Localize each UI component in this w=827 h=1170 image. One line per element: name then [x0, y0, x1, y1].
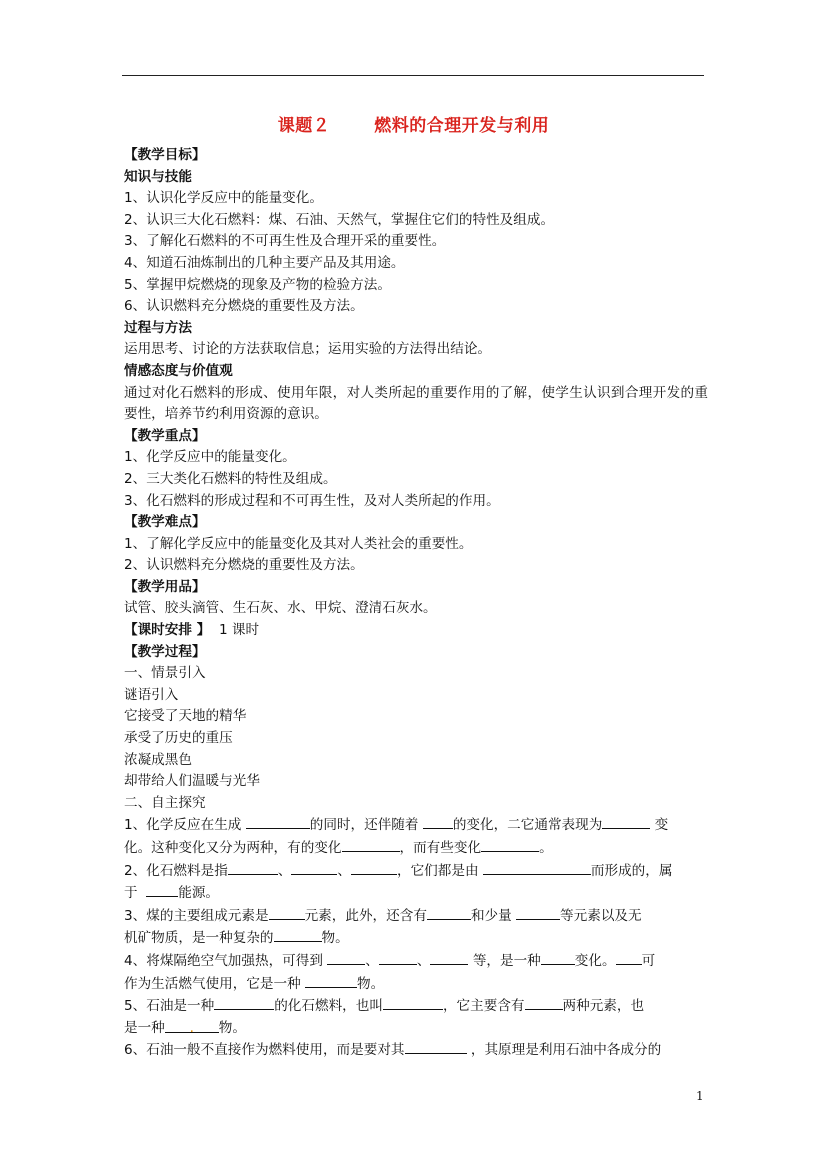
- answer-blank[interactable]: [516, 905, 560, 920]
- list-item: 5、掌握甲烷燃烧的现象及产物的检验方法。: [124, 276, 391, 293]
- answer-blank[interactable]: [228, 860, 278, 875]
- section-heading: 【课时安排 】: [124, 622, 211, 639]
- question-1-cont: [124, 837, 708, 860]
- question-text: 是一种: [124, 1019, 165, 1036]
- question-4-cont: [124, 973, 708, 996]
- answer-blank[interactable]: [146, 882, 178, 897]
- answer-blank[interactable]: [602, 814, 650, 829]
- list-item: 3、了解化石燃料的不可再生性及合理开采的重要性。: [124, 233, 446, 250]
- list-item: 二、自主探究: [124, 794, 206, 811]
- title-part-1: 课题２: [277, 116, 331, 136]
- question-text: 物。: [321, 930, 349, 947]
- question-4: [124, 950, 708, 973]
- riddle-line: 它接受了天地的精华: [124, 708, 247, 725]
- answer-blank[interactable]: [383, 995, 443, 1010]
- question-text: 等元素以及无: [560, 907, 642, 924]
- page-number: 1: [696, 1089, 704, 1103]
- question-text: 变: [654, 817, 669, 834]
- list-item: 1、了解化学反应中的能量变化及其对人类社会的重要性。: [124, 535, 473, 552]
- answer-mark: .: [189, 1019, 194, 1036]
- answer-blank[interactable]: [274, 927, 322, 942]
- question-text: 机矿物质，是一种复杂的: [124, 930, 274, 947]
- section-heading: 【教学过程】: [124, 643, 206, 660]
- document-body: [124, 145, 708, 1062]
- question-text: 的化石燃料，也叫: [274, 998, 383, 1015]
- list-item: 一、情景引入: [124, 665, 206, 682]
- question-text: 两种元素，也: [562, 998, 645, 1015]
- question-5-cont: [124, 1018, 708, 1040]
- question-text: 作为生活燃气使用，它是一种: [124, 975, 301, 992]
- question-2-cont: [124, 882, 708, 905]
- schedule-value: 1 课时: [218, 622, 260, 639]
- title-part-2: 燃料的合理开发与利用: [374, 116, 550, 136]
- question-text: 变化。: [574, 952, 616, 969]
- question-text: 、: [365, 952, 379, 969]
- header-rule: [122, 75, 704, 76]
- section-heading: 【教学目标】: [124, 147, 206, 163]
- answer-blank[interactable]: [541, 950, 575, 965]
- question-text: 2、化石燃料是指: [124, 862, 228, 879]
- paragraph: 谜语引入: [124, 686, 179, 703]
- question-text: 等，是一种: [472, 952, 541, 969]
- answer-blank[interactable]: [291, 860, 337, 875]
- question-text: ，而有些变化: [399, 840, 482, 856]
- list-item: 3、化石燃料的形成过程和不可再生性，及对人类所起的作用。: [124, 492, 500, 509]
- answer-blank[interactable]: [327, 950, 365, 965]
- question-text: 和少量: [470, 907, 512, 924]
- question-text: 而形成的，属: [590, 862, 673, 879]
- answer-blank[interactable]: [246, 814, 310, 829]
- answer-blank[interactable]: [430, 950, 468, 965]
- question-text: 化。这种变化又分为两种，有的变化: [124, 840, 342, 856]
- question-text: 、: [337, 862, 351, 879]
- answer-blank[interactable]: [379, 950, 417, 965]
- question-text: 的变化，二它通常表现为: [452, 817, 603, 834]
- question-text: 的同时，还伴随着: [309, 817, 419, 834]
- question-text: ，它们都是由: [397, 862, 479, 879]
- question-text: 、: [416, 952, 431, 969]
- list-item: 1、认识化学反应中的能量变化。: [124, 190, 323, 207]
- question-5: [124, 995, 708, 1018]
- question-text: 6、石油一般不直接作为燃料使用，而是要对其: [124, 1042, 405, 1059]
- paragraph: 试管、胶头滴管、生石灰、水、甲烷、澄清石灰水。: [124, 600, 437, 617]
- schedule-line: [124, 620, 708, 642]
- answer-blank[interactable]: [305, 973, 357, 988]
- question-text: 。: [539, 840, 553, 856]
- subsection-heading: 过程与方法: [124, 319, 192, 336]
- riddle-line: 承受了历史的重压: [124, 730, 233, 747]
- section-heading: 【教学重点】: [124, 427, 206, 444]
- question-text: 1、化学反应在生成: [124, 817, 242, 834]
- question-2: [124, 860, 708, 883]
- list-item: 2、认识三大化石燃料：煤、石油、天然气，掌握住它们的特性及组成。: [124, 211, 555, 228]
- question-text: ，它主要含有: [442, 998, 525, 1015]
- answer-blank[interactable]: [427, 905, 471, 920]
- section-heading: 【教学难点】: [124, 514, 206, 531]
- question-text: 物。: [218, 1019, 246, 1036]
- question-text: ，其原理是利用石油中各成分的: [470, 1042, 662, 1059]
- riddle-line: 浓凝成黑色: [124, 751, 192, 768]
- answer-blank[interactable]: [269, 905, 305, 920]
- page-title: [0, 111, 827, 136]
- question-text: 物。: [357, 975, 385, 992]
- list-item: 6、认识燃料充分燃烧的重要性及方法。: [124, 298, 364, 315]
- paragraph: 通过对化石燃料的形成、使用年限，对人类所起的重要作用的了解，使学生认识到合理开发的重要性，培养节约利用资源的意识。: [124, 384, 708, 423]
- answer-blank[interactable]: [351, 860, 397, 875]
- list-item: 2、三大类化石燃料的特性及组成。: [124, 470, 337, 487]
- subsection-heading: 知识与技能: [124, 168, 192, 185]
- question-text: 元素，此外，还含有: [304, 907, 427, 924]
- list-item: 2、认识燃料充分燃烧的重要性及方法。: [124, 557, 364, 574]
- question-text: 于: [124, 885, 138, 902]
- answer-blank[interactable]: [405, 1039, 467, 1054]
- question-1: [124, 814, 708, 837]
- list-item: 4、知道石油炼制出的几种主要产品及其用途。: [124, 254, 405, 271]
- answer-blank[interactable]: [481, 837, 539, 852]
- paragraph: 运用思考、讨论的方法获取信息；运用实验的方法得出结论。: [124, 341, 492, 358]
- question-text: 4、将煤隔绝空气加强热，可得到: [124, 952, 323, 969]
- answer-blank[interactable]: [483, 860, 591, 875]
- question-text: 、: [277, 862, 292, 879]
- section-heading: 【教学用品】: [124, 578, 206, 595]
- question-3: [124, 905, 708, 928]
- question-text: 3、煤的主要组成元素是: [124, 907, 269, 924]
- answer-blank[interactable]: [525, 995, 563, 1010]
- riddle-line: 却带给人们温暖与光华: [124, 773, 260, 790]
- list-item: 1、化学反应中的能量变化。: [124, 449, 296, 466]
- question-6: [124, 1039, 708, 1062]
- question-text: 能源。: [178, 885, 220, 902]
- answer-blank[interactable]: [616, 950, 642, 965]
- question-3-cont: [124, 927, 708, 950]
- answer-blank[interactable]: [165, 1018, 219, 1036]
- question-text: 可: [641, 952, 656, 969]
- answer-blank[interactable]: [342, 837, 400, 852]
- question-text: 5、石油是一种: [124, 998, 215, 1015]
- answer-blank[interactable]: [214, 995, 274, 1010]
- subsection-heading: 情感态度与价值观: [124, 362, 233, 379]
- answer-blank[interactable]: [423, 814, 453, 829]
